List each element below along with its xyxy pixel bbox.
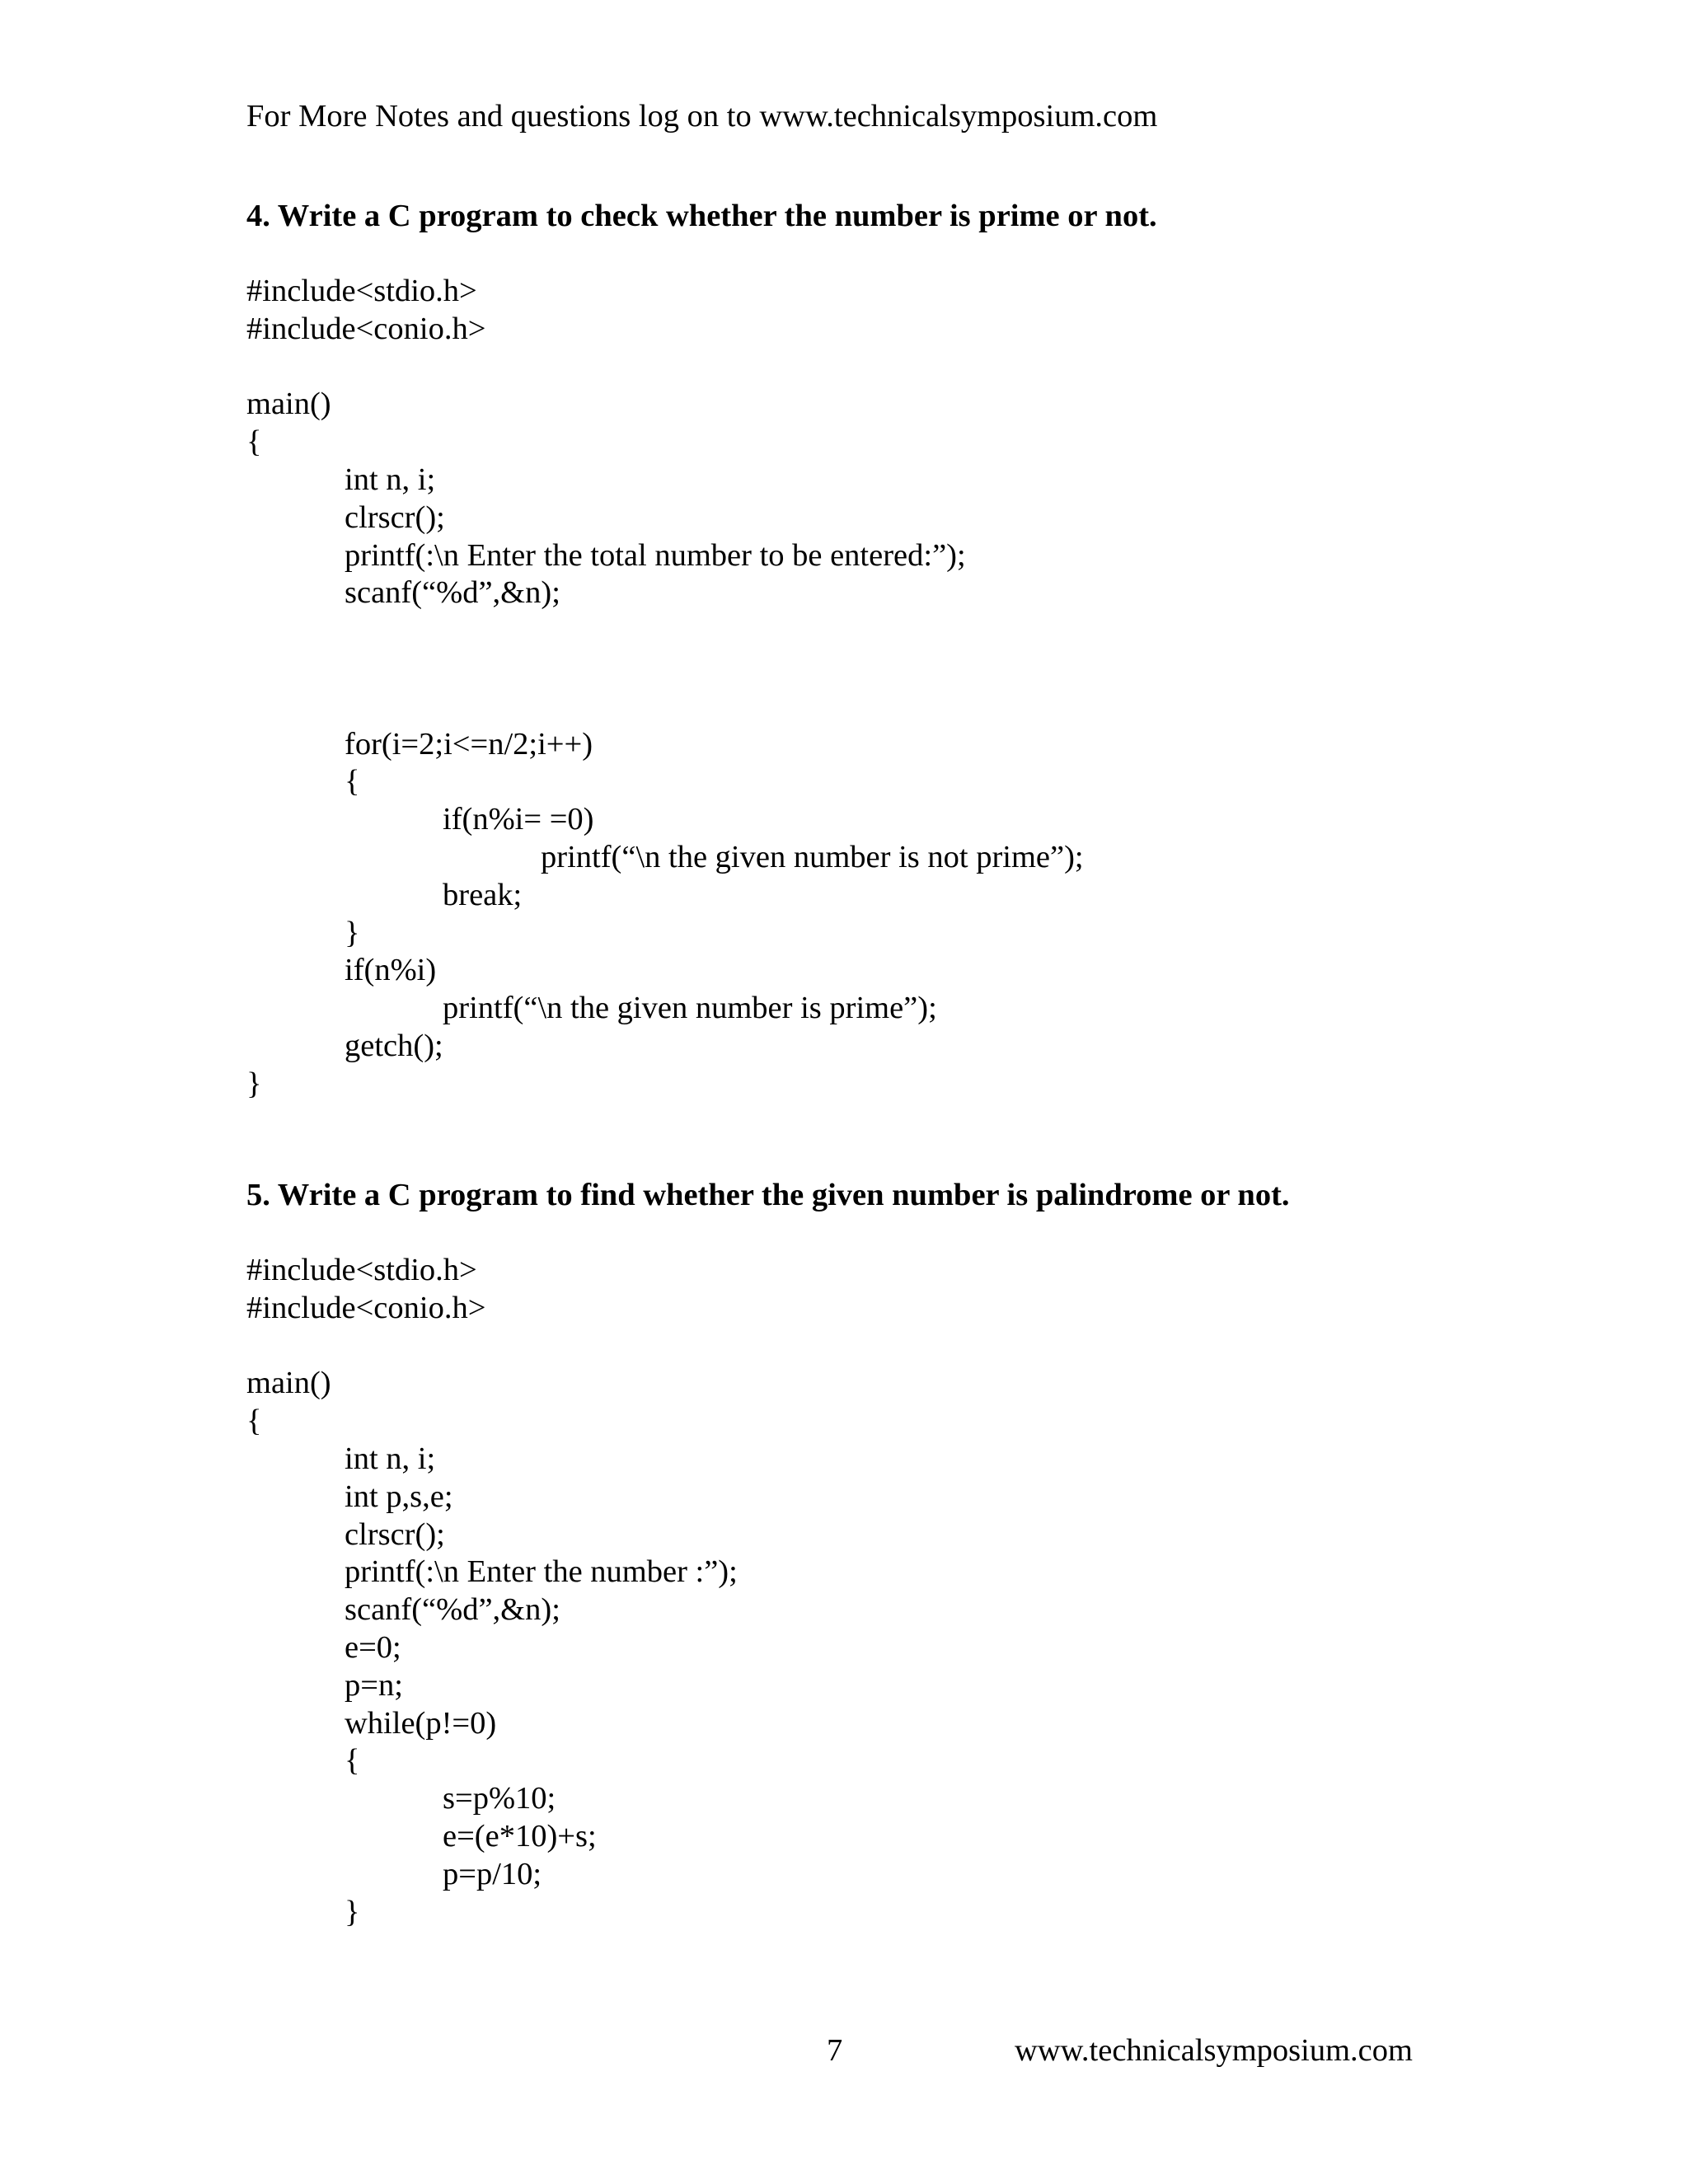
- code-line: e=(e*10)+s;: [443, 1818, 597, 1854]
- code-line: printf(:\n Enter the number :”);: [345, 1554, 738, 1590]
- code-line: {: [246, 1404, 262, 1439]
- code-blank-line: [246, 1328, 738, 1366]
- code-line: }: [246, 1066, 262, 1101]
- code-line: {: [246, 424, 262, 460]
- code-line: int n, i;: [345, 1441, 436, 1476]
- code-line: if(n%i= =0): [443, 802, 594, 837]
- header-note: For More Notes and questions log on to www.technicalsymposium.com: [246, 99, 1158, 134]
- code-line: e=0;: [345, 1629, 401, 1665]
- code-line: for(i=2;i<=n/2;i++): [345, 726, 593, 762]
- code-line: #include<conio.h>: [246, 311, 486, 346]
- page-number: 7: [827, 2033, 843, 2068]
- code-line: #include<stdio.h>: [246, 274, 477, 308]
- question-heading-4: 4. Write a C program to check whether the number is prime or not.: [246, 199, 1157, 233]
- code-line: clrscr();: [345, 1516, 445, 1552]
- code-line: }: [345, 1894, 360, 1929]
- code-line: s=p%10;: [443, 1781, 556, 1816]
- code-blank-line: [246, 688, 1084, 726]
- code-line: p=n;: [345, 1667, 403, 1703]
- code-line: {: [345, 1743, 360, 1779]
- code-line: }: [345, 915, 360, 950]
- code-line: scanf(“%d”,&n);: [345, 1592, 560, 1628]
- code-line: printf(“\n the given number is not prime”);: [541, 839, 1084, 874]
- code-line: getch();: [345, 1028, 443, 1063]
- code-line: main(): [246, 387, 331, 422]
- code-line: clrscr();: [345, 499, 445, 535]
- code-blank-line: [246, 612, 1084, 650]
- code-line: {: [345, 764, 360, 799]
- code-line: p=p/10;: [443, 1856, 542, 1891]
- code-line: break;: [443, 877, 523, 912]
- code-line: while(p!=0): [345, 1705, 497, 1741]
- code-block-palindrome: [246, 1252, 738, 1931]
- code-block-prime: [246, 273, 1084, 1104]
- footer-site-link[interactable]: www.technicalsymposium.com: [1015, 2033, 1413, 2068]
- code-line: if(n%i): [345, 953, 437, 988]
- question-heading-5: 5. Write a C program to find whether the given number is palindrome or not.: [246, 1178, 1290, 1212]
- code-line: #include<stdio.h>: [246, 1253, 477, 1287]
- code-line: printf(:\n Enter the total number to be entered:”);: [345, 537, 966, 573]
- code-line: int p,s,e;: [345, 1479, 453, 1514]
- code-line: main(): [246, 1366, 331, 1401]
- code-line: int n, i;: [345, 462, 436, 497]
- code-line: scanf(“%d”,&n);: [345, 575, 560, 611]
- code-blank-line: [246, 349, 1084, 387]
- code-line: printf(“\n the given number is prime”);: [443, 991, 937, 1026]
- code-line: #include<conio.h>: [246, 1290, 486, 1325]
- code-blank-line: [246, 650, 1084, 688]
